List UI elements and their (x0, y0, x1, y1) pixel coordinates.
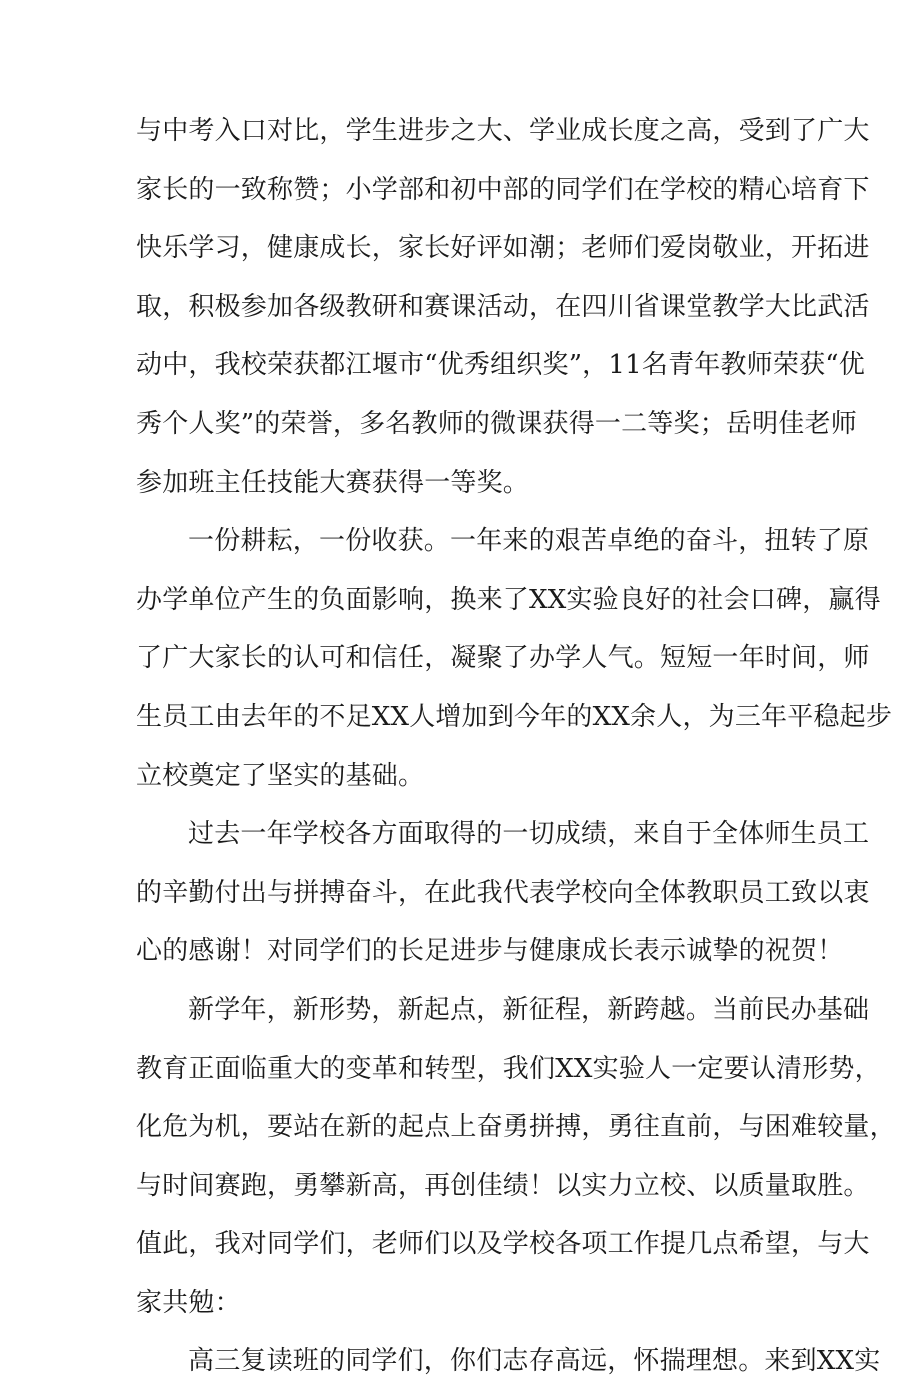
text-line: 动中，我校荣获都江堰市“优秀组织奖”，11名青年教师荣获“优 (136, 350, 865, 381)
text-line: 办学单位产生的负面影响，换来了XX实验良好的社会口碑，赢得 (136, 584, 881, 615)
body-text (136, 102, 896, 1391)
text-line: 一份耕耘，一份收获。一年来的艰苦卓绝的奋斗，扭转了原 (188, 526, 870, 557)
text-line: 秀个人奖”的荣誉，多名教师的微课获得一二等奖；岳明佳老师 (136, 408, 857, 439)
text-line: 参加班主任技能大赛获得一等奖。 (136, 467, 530, 498)
text-line: 立校奠定了坚实的基础。 (136, 760, 425, 791)
text-line: 与时间赛跑，勇攀新高，再创佳绩！以实力立校、以质量取胜。 (136, 1170, 870, 1201)
text-line: 快乐学习，健康成长，家长好评如潮；老师们爱岗敬业，开拓进 (136, 233, 870, 264)
text-line: 家长的一致称赞；小学部和初中部的同学们在学校的精心培育下 (136, 174, 870, 205)
text-line: 生员工由去年的不足XX人增加到今年的XX余人，为三年平稳起步 (136, 701, 893, 732)
text-line: 了广大家长的认可和信任，凝聚了办学人气。短短一年时间，师 (136, 643, 870, 674)
text-line: 家共勉： (136, 1287, 241, 1318)
text-line: 心的感谢！对同学们的长足进步与健康成长表示诚挚的祝贺！ (136, 936, 844, 967)
text-line: 新学年，新形势，新起点，新征程，新跨越。当前民办基础 (188, 994, 870, 1025)
text-line: 化危为机，要站在新的起点上奋勇拼搏，勇往直前，与困难较量， (136, 1112, 896, 1143)
text-line: 高三复读班的同学们，你们志存高远，怀揣理想。来到XX实 (188, 1346, 881, 1377)
text-line: 与中考入口对比，学生进步之大、学业成长度之高，受到了广大 (136, 116, 870, 146)
text-line: 的辛勤付出与拼搏奋斗，在此我代表学校向全体教职员工致以衷 (136, 877, 870, 908)
text-line: 过去一年学校各方面取得的一切成绩，来自于全体师生员工 (188, 819, 870, 850)
text-line: 取，积极参加各级教研和赛课活动，在四川省课堂教学大比武活 (136, 291, 870, 322)
text-line: 教育正面临重大的变革和转型，我们XX实验人一定要认清形势， (136, 1053, 881, 1084)
text-line: 值此，我对同学们，老师们以及学校各项工作提几点希望，与大 (136, 1229, 870, 1260)
